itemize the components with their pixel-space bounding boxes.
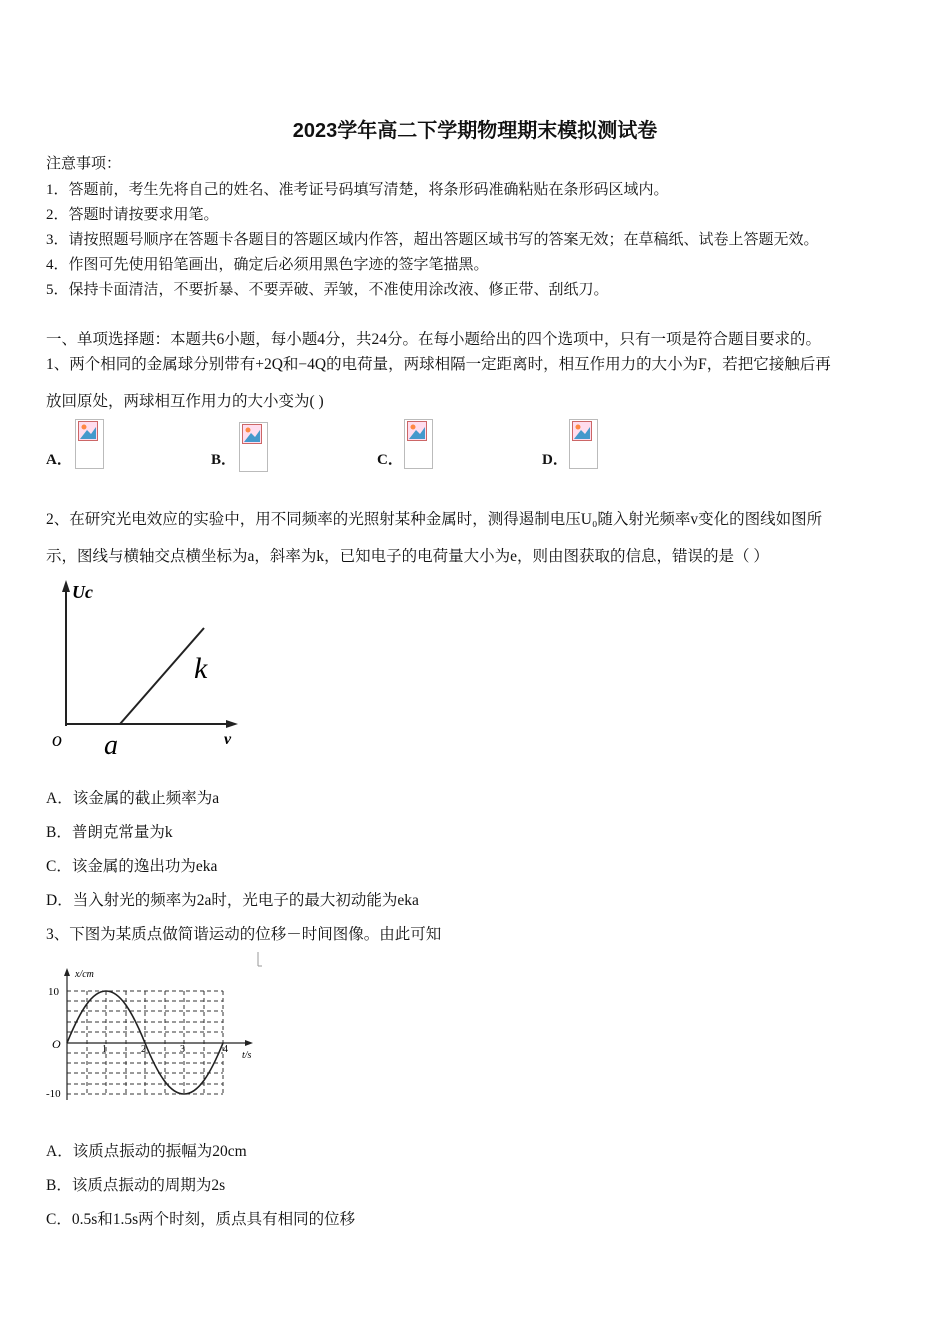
notice-item: 2．答题时请按要求用笔。: [46, 207, 219, 223]
notice-item: 1．答题前，考生先将自己的姓名、准考证号码填写清楚，将条形码准确粘贴在条形码区域内。: [46, 182, 669, 198]
y-tick-label: 10: [48, 986, 59, 998]
broken-image-icon: [572, 421, 592, 441]
x-tick-label: 4: [223, 1044, 228, 1055]
q2-stem-line1: 2、在研究光电效应的实验中，用不同频率的光照射某种金属时，测得遏制电压U₀随入射光频率v变化的图线如图所: [46, 511, 823, 528]
q1-option-d-image: [569, 419, 598, 469]
q1-option-b-image: [239, 422, 268, 472]
x-axis-arrow: [226, 720, 238, 728]
y-axis-arrow: [62, 580, 70, 592]
q3-option-c: C．0.5s和1.5s两个时刻，质点具有相同的位移: [46, 1211, 356, 1228]
q1-stem-line2: 放回原处，两球相互作用力的大小变为( ): [46, 393, 324, 410]
q3-option-a: A．该质点振动的振幅为20cm: [46, 1143, 247, 1160]
uc-line: [120, 628, 204, 724]
q2-option-c: C．该金属的逸出功为eka: [46, 858, 218, 875]
x-tick-label: 3: [180, 1044, 185, 1055]
q1-option-a-image: [75, 419, 104, 469]
q2-option-a: A．该金属的截止频率为a: [46, 790, 220, 807]
shm-graph: [40, 950, 270, 1110]
y-axis-label: x/cm: [75, 969, 94, 980]
x-tick-label: 1: [102, 1044, 107, 1055]
x-axis-label: v: [224, 731, 232, 748]
q1-option-d-label: D．: [542, 452, 568, 468]
broken-image-icon: [78, 421, 98, 441]
x-tick-label: 2: [141, 1044, 146, 1055]
broken-image-icon: [407, 421, 427, 441]
q3-stem: 3、下图为某质点做简谐运动的位移－时间图像。由此可知: [46, 926, 442, 943]
q2-option-b: B．普朗克常量为k: [46, 824, 173, 841]
broken-image-icon: [242, 424, 262, 444]
q3-option-b: B．该质点振动的周期为2s: [46, 1177, 226, 1194]
q2-option-d: D．当入射光的频率为2a时，光电子的最大初动能为eka: [46, 892, 419, 909]
page-title: 2023学年高二下学期物理期末模拟测试卷: [292, 120, 658, 142]
notice-item: 4．作图可先使用铅笔画出，确定后必须用黑色字迹的签字笔描黑。: [46, 257, 489, 273]
q1-stem-line1: 1、两个相同的金属球分别带有+2Q和−4Q的电荷量，两球相隔一定距离时，相互作用力的大小为F，若把它接触后再: [46, 356, 831, 373]
q1-option-c-label: C．: [377, 452, 403, 468]
origin-label: O: [52, 1037, 61, 1051]
photoelectric-graph: [46, 578, 246, 758]
q1-option-a-label: A．: [46, 452, 72, 468]
y-tick-label: -10: [46, 1088, 61, 1100]
q2-stem-line2: 示，图线与横轴交点横坐标为a，斜率为k，已知电子的电荷量大小为e，则由图获取的信息，错误的是（ ）: [46, 548, 769, 565]
q1-option-b-label: B．: [211, 452, 237, 468]
notice-item: 3．请按照题号顺序在答题卡各题目的答题区域内作答，超出答题区域书写的答案无效；在草稿纸、试卷上答题无效。: [46, 232, 819, 248]
y-axis-label: Uc: [72, 582, 93, 602]
q1-option-c-image: [404, 419, 433, 469]
origin-label: o: [52, 729, 62, 751]
slope-label: k: [194, 652, 208, 685]
section-heading: 一、单项选择题：本题共6小题，每小题4分，共24分。在每小题给出的四个选项中，只有一项是符合题目要求的。: [46, 331, 822, 348]
intercept-label: a: [104, 730, 118, 758]
notice-item: 5．保持卡面清洁，不要折暴、不要弄破、弄皱，不准使用涂改液、修正带、刮纸刀。: [46, 282, 609, 298]
notice-heading: 注意事项：: [46, 156, 122, 172]
x-axis-label: t/s: [242, 1050, 252, 1061]
